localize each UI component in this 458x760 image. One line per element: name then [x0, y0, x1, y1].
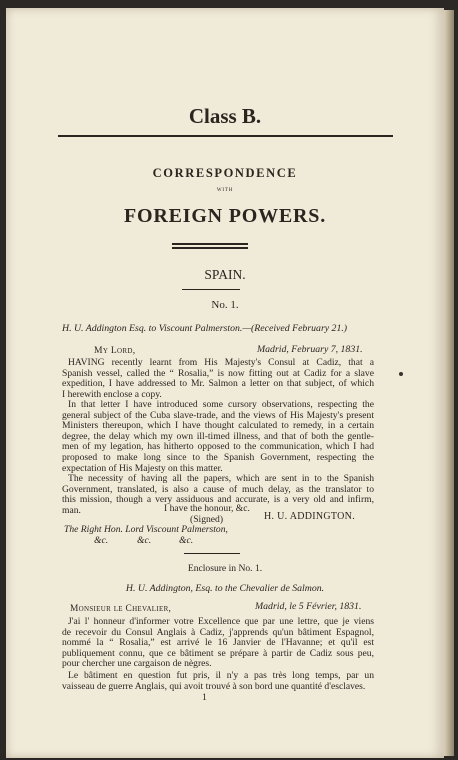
paragraph-1-line: Spanish vessel, called the “ Rosalia,” is now fitting out at Cadiz for a slave: [62, 367, 374, 379]
french-paragraph-1-line: pour chercher une cargaison de nègres.: [62, 658, 212, 670]
paragraph-2-line: expectation of His Majesty on this matter.: [62, 462, 223, 474]
signed-label: (Signed): [190, 514, 224, 525]
paragraph-2-line: Ministers thereupon, which I have thought calculated to remedy, in a certain: [62, 420, 374, 432]
etc-1: &c.: [94, 535, 109, 546]
page-edge: [444, 10, 454, 756]
etc-2: &c.: [137, 535, 152, 546]
addressee: The Right Hon. Lord Viscount Palmerston,: [64, 524, 228, 535]
paragraph-3-line: Government, translated, is also a cause of much delay, as the translator to: [62, 483, 374, 495]
document-page: [6, 8, 444, 758]
paragraph-1-line: I herewith enclose a copy.: [62, 388, 162, 400]
enclosure-rule-top: [184, 553, 240, 554]
paragraph-2-line: general subject of the Cuba slave-trade, and the views of His Majesty's present: [62, 409, 374, 421]
enclosure-dateline: Madrid, le 5 Février, 1831.: [255, 601, 362, 612]
correspondence-heading: CORRESPONDENCE: [152, 166, 298, 180]
double-rule-top: [172, 243, 248, 245]
french-paragraph-1-line: publiquement connu, que ce bâtiment se prépare à partir de Cadiz sous peu,: [62, 647, 374, 659]
salutation: My Lord,: [94, 345, 136, 356]
enclosure-salutation: Monsieur le Chevalier,: [70, 604, 172, 614]
paragraph-2: [62, 400, 374, 474]
signature-name: H. U. ADDINGTON.: [264, 511, 356, 522]
french-paragraph-1-line: nommé la “ Rosalia,” est arrivé le 16 Janvier de l'Havanne; et qu'il est: [62, 637, 374, 649]
class-heading: Class B.: [188, 104, 262, 128]
heading-rule: [58, 135, 393, 137]
enclosure-header: H. U. Addington, Esq. to the Chevalier de Salmon.: [125, 583, 325, 594]
paragraph-1-line: HAVING recently learnt from His Majesty's Consul at Cadiz, that a: [68, 357, 374, 368]
closing: I have the honour, &c.: [164, 503, 250, 514]
paragraph-2-line: proposed to make long since to the Spanish Government, respecting the: [62, 451, 374, 463]
dispatch-header: H. U. Addington Esq. to Viscount Palmerston.—(Received February 21.): [62, 323, 348, 334]
paragraph-3-line: this mission, though a very assiduous and accurate, is a very old and infirm,: [62, 494, 374, 506]
french-paragraph-1-line: J'ai l' honneur d'informer votre Excellence que par une lettre, que je viens: [68, 616, 374, 627]
paragraph-3-line: The necessity of having all the papers, which are sent in to the Spanish: [68, 473, 374, 484]
section-rule: [182, 289, 240, 290]
document-number: No. 1.: [211, 299, 239, 311]
french-paragraph-2-line: Le bâtiment en question fut pris, il n'y a pas très long temps, par un: [68, 670, 374, 681]
margin-dot: [399, 372, 403, 376]
enclosure-label: Enclosure in No. 1.: [187, 563, 263, 574]
page-number: 1: [202, 692, 207, 703]
paragraph-2-line: men of my legation, has hitherto opposed to the communication, which I had: [62, 441, 374, 453]
country-heading: SPAIN.: [204, 267, 246, 282]
paragraph-2-line: In that letter I have introduced some cursory observations, respecting the: [68, 399, 374, 410]
dateline: Madrid, February 7, 1831.: [257, 344, 363, 355]
french-paragraph-2: [62, 671, 374, 692]
etc-3: &c.: [179, 535, 194, 546]
french-paragraph-2-line: vaisseau de guerre Anglais, qui avoit trouvé à son bord une quantité d'esclaves.: [62, 680, 366, 692]
with-label: WITH: [216, 188, 234, 193]
paragraph-1-line: expedition, I have addressed to Mr. Salmon a letter on that subject, of which: [62, 378, 374, 390]
paragraph-3-line: man.: [62, 504, 81, 516]
french-paragraph-1-line: de recevoir du Consul Anglais à Cadiz, j'apprends qu'un bâtiment Espagnol,: [62, 626, 374, 638]
paragraph-1: [62, 358, 374, 400]
paragraph-2-line: degree, the delay which my own ill-timed illness, and that of both the gentle-: [62, 430, 374, 442]
french-paragraph-1: [62, 617, 374, 670]
foreign-powers-heading: FOREIGN POWERS.: [123, 205, 327, 227]
double-rule-bottom: [172, 247, 248, 249]
